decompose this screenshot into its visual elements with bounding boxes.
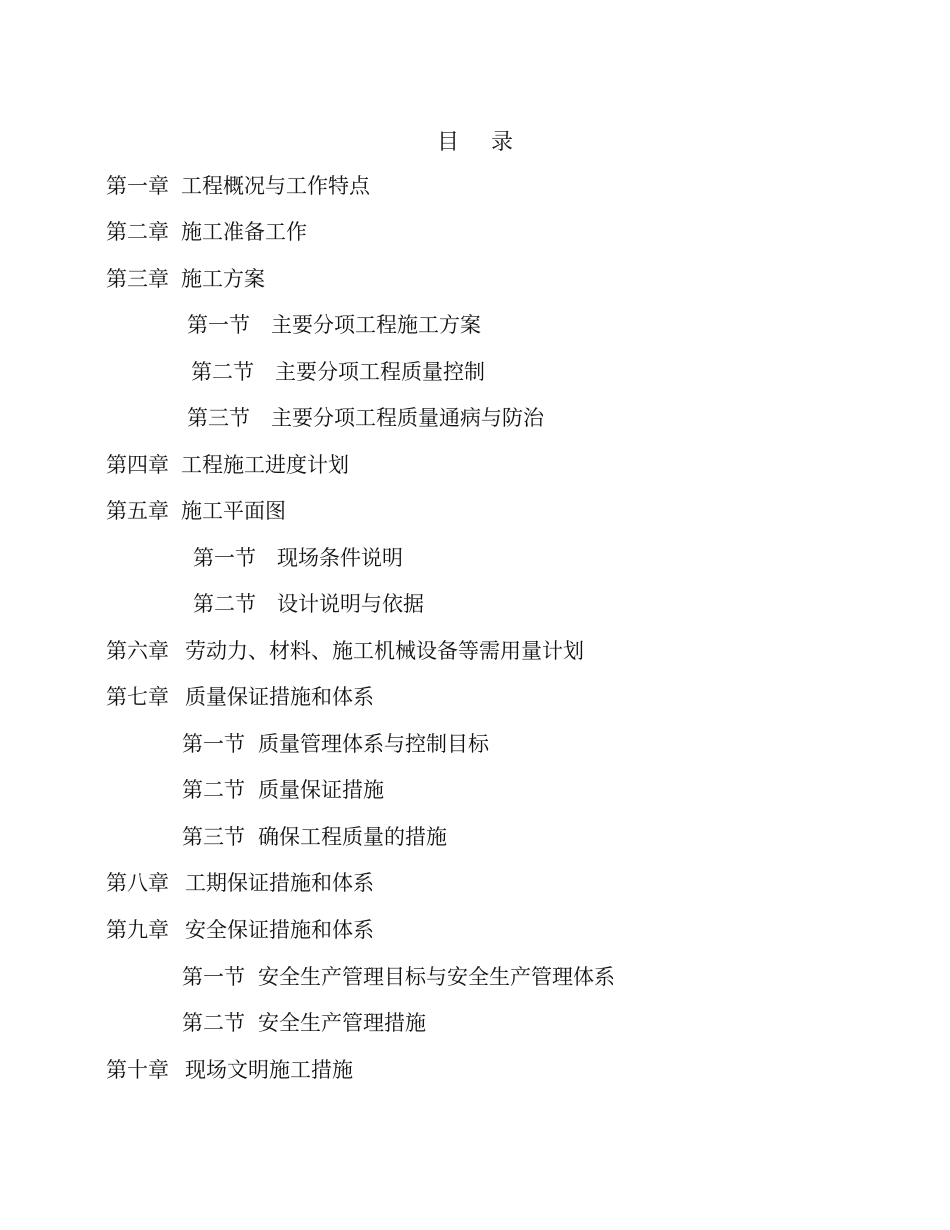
toc-entry-number: 第二节 xyxy=(182,778,245,802)
toc-entry-chapter-10 xyxy=(106,1055,353,1085)
toc-entry-number: 第十章 xyxy=(106,1058,169,1082)
toc-entry-number: 第七章 xyxy=(106,685,169,709)
toc-entry-number: 第一章 xyxy=(106,174,169,198)
toc-entry-number: 第三节 xyxy=(187,406,250,430)
toc-entry-text: 工程施工进度计划 xyxy=(181,453,349,477)
toc-entry-chapter-2 xyxy=(106,217,307,247)
toc-entry-section xyxy=(191,357,485,387)
toc-entry-chapter-3 xyxy=(106,264,265,294)
toc-title-char-2: 录 xyxy=(491,130,514,155)
toc-entry-number: 第一节 xyxy=(182,965,245,989)
toc-entry-chapter-4 xyxy=(106,450,349,480)
toc-entry-text: 确保工程质量的措施 xyxy=(258,825,447,849)
toc-entry-text: 质量保证措施和体系 xyxy=(185,685,374,709)
toc-entry-text: 安全生产管理措施 xyxy=(258,1011,426,1035)
toc-entry-number: 第一节 xyxy=(193,546,256,570)
toc-entry-number: 第六章 xyxy=(106,639,169,663)
toc-entry-number: 第三节 xyxy=(182,825,245,849)
toc-entry-text: 施工准备工作 xyxy=(181,220,307,244)
toc-entry-text: 现场文明施工措施 xyxy=(185,1058,353,1082)
toc-entry-text: 工期保证措施和体系 xyxy=(185,871,374,895)
toc-entry-section xyxy=(187,310,481,340)
toc-entry-chapter-8 xyxy=(106,868,374,898)
toc-entry-number: 第五章 xyxy=(106,499,169,523)
toc-entry-text: 安全生产管理目标与安全生产管理体系 xyxy=(258,965,615,989)
toc-entry-text: 现场条件说明 xyxy=(277,546,403,570)
toc-entry-text: 主要分项工程质量控制 xyxy=(275,360,485,384)
toc-entry-number: 第二章 xyxy=(106,220,169,244)
toc-entry-text: 设计说明与依据 xyxy=(277,592,424,616)
toc-entry-section xyxy=(182,962,615,992)
toc-entry-text: 工程概况与工作特点 xyxy=(181,174,370,198)
toc-entry-section xyxy=(193,589,424,619)
toc-entry-text: 施工平面图 xyxy=(181,499,286,523)
toc-entry-chapter-6 xyxy=(106,636,584,666)
toc-entry-number: 第二节 xyxy=(182,1011,245,1035)
toc-entry-number: 第四章 xyxy=(106,453,169,477)
toc-entry-chapter-7 xyxy=(106,682,374,712)
toc-entry-section xyxy=(182,729,489,759)
toc-entry-section xyxy=(182,1008,426,1038)
toc-entry-section xyxy=(182,775,384,805)
toc-title-char-1: 目 xyxy=(436,130,459,155)
toc-entry-chapter-5 xyxy=(106,496,286,526)
toc-entry-section xyxy=(193,543,403,573)
toc-entry-text: 质量管理体系与控制目标 xyxy=(258,732,489,756)
toc-entry-number: 第八章 xyxy=(106,871,169,895)
toc-entry-number: 第二节 xyxy=(191,360,254,384)
toc-entry-text: 主要分项工程质量通病与防治 xyxy=(271,406,544,430)
toc-entry-section xyxy=(182,822,447,852)
toc-entry-text: 主要分项工程施工方案 xyxy=(271,313,481,337)
toc-entry-text: 劳动力、材料、施工机械设备等需用量计划 xyxy=(185,639,584,663)
toc-entry-number: 第二节 xyxy=(193,592,256,616)
toc-entry-text: 安全保证措施和体系 xyxy=(185,918,374,942)
toc-entry-section xyxy=(187,403,544,433)
toc-entry-number: 第一节 xyxy=(187,313,250,337)
toc-entry-chapter-1 xyxy=(106,171,370,201)
toc-entry-number: 第九章 xyxy=(106,918,169,942)
toc-entry-text: 质量保证措施 xyxy=(258,778,384,802)
toc-title xyxy=(0,128,950,158)
toc-entry-chapter-9 xyxy=(106,915,374,945)
toc-entry-text: 施工方案 xyxy=(181,267,265,291)
toc-entry-number: 第三章 xyxy=(106,267,169,291)
toc-entry-number: 第一节 xyxy=(182,732,245,756)
